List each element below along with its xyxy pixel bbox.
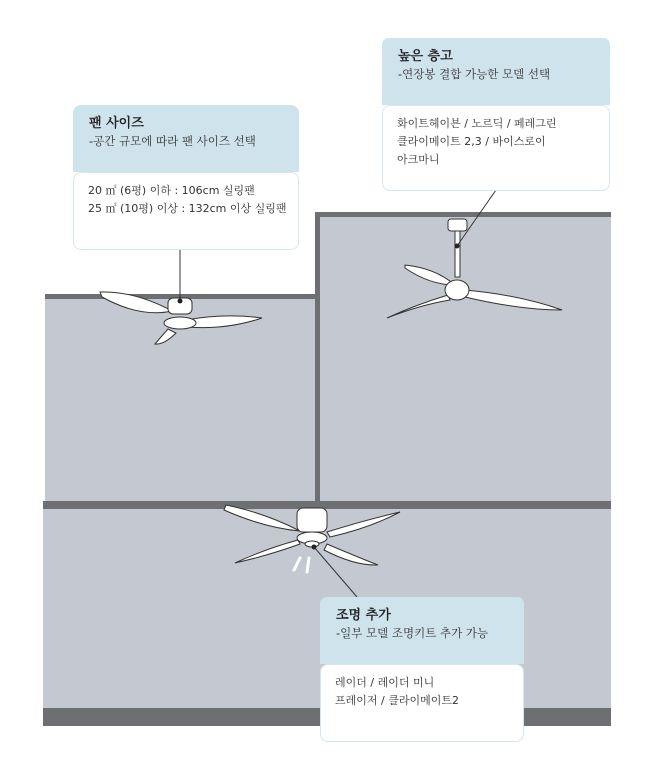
lighting-callout (320, 597, 524, 745)
fan-size-callout-header (73, 105, 299, 172)
fan-size-line-1: 20 ㎡ (6평) 이하 : 106cm 실링팬 (88, 184, 255, 197)
fan-size-line-2: 25 ㎡ (10평) 이상 : 132cm 이상 실링팬 (88, 202, 287, 215)
high-ceiling-body (382, 105, 610, 191)
light-kit-ceiling-fan-icon (224, 505, 400, 565)
lighting-line-1: 레이더 / 레이더 미니 (335, 676, 435, 689)
lighting-title: 조명 추가 (336, 608, 391, 623)
high-ceiling-callout-header (382, 38, 610, 105)
light-rays-icon (294, 558, 309, 572)
fan-size-callout (73, 105, 299, 251)
lighting-body (320, 664, 524, 742)
fan-size-marker-dot (178, 299, 183, 304)
lighting-callout-header (320, 597, 524, 664)
fan-size-subtitle: -공간 규모에 따라 팬 사이즈 선택 (89, 134, 256, 148)
high-ceiling-callout (382, 38, 610, 190)
fan-size-title: 팬 사이즈 (89, 116, 144, 131)
high-ceiling-title: 높은 층고 (398, 49, 453, 64)
high-ceiling-line-1: 화이트헤이븐 / 노르딕 / 페레그린 (397, 117, 557, 130)
lighting-line-2: 프레이저 / 클라이메이트2 (335, 694, 459, 707)
lighting-subtitle: -일부 모델 조명키트 추가 가능 (336, 626, 489, 640)
high-ceiling-subtitle: -연장봉 결합 가능한 모델 선택 (398, 67, 551, 81)
fan-size-body (73, 172, 299, 250)
high-ceiling-leader-line (457, 190, 496, 246)
downrod-ceiling-fan-icon (387, 219, 562, 318)
high-ceiling-line-2: 클라이메이트 2,3 / 바이스로이 (397, 135, 546, 148)
high-ceiling-line-3: 아크마니 (397, 153, 440, 166)
